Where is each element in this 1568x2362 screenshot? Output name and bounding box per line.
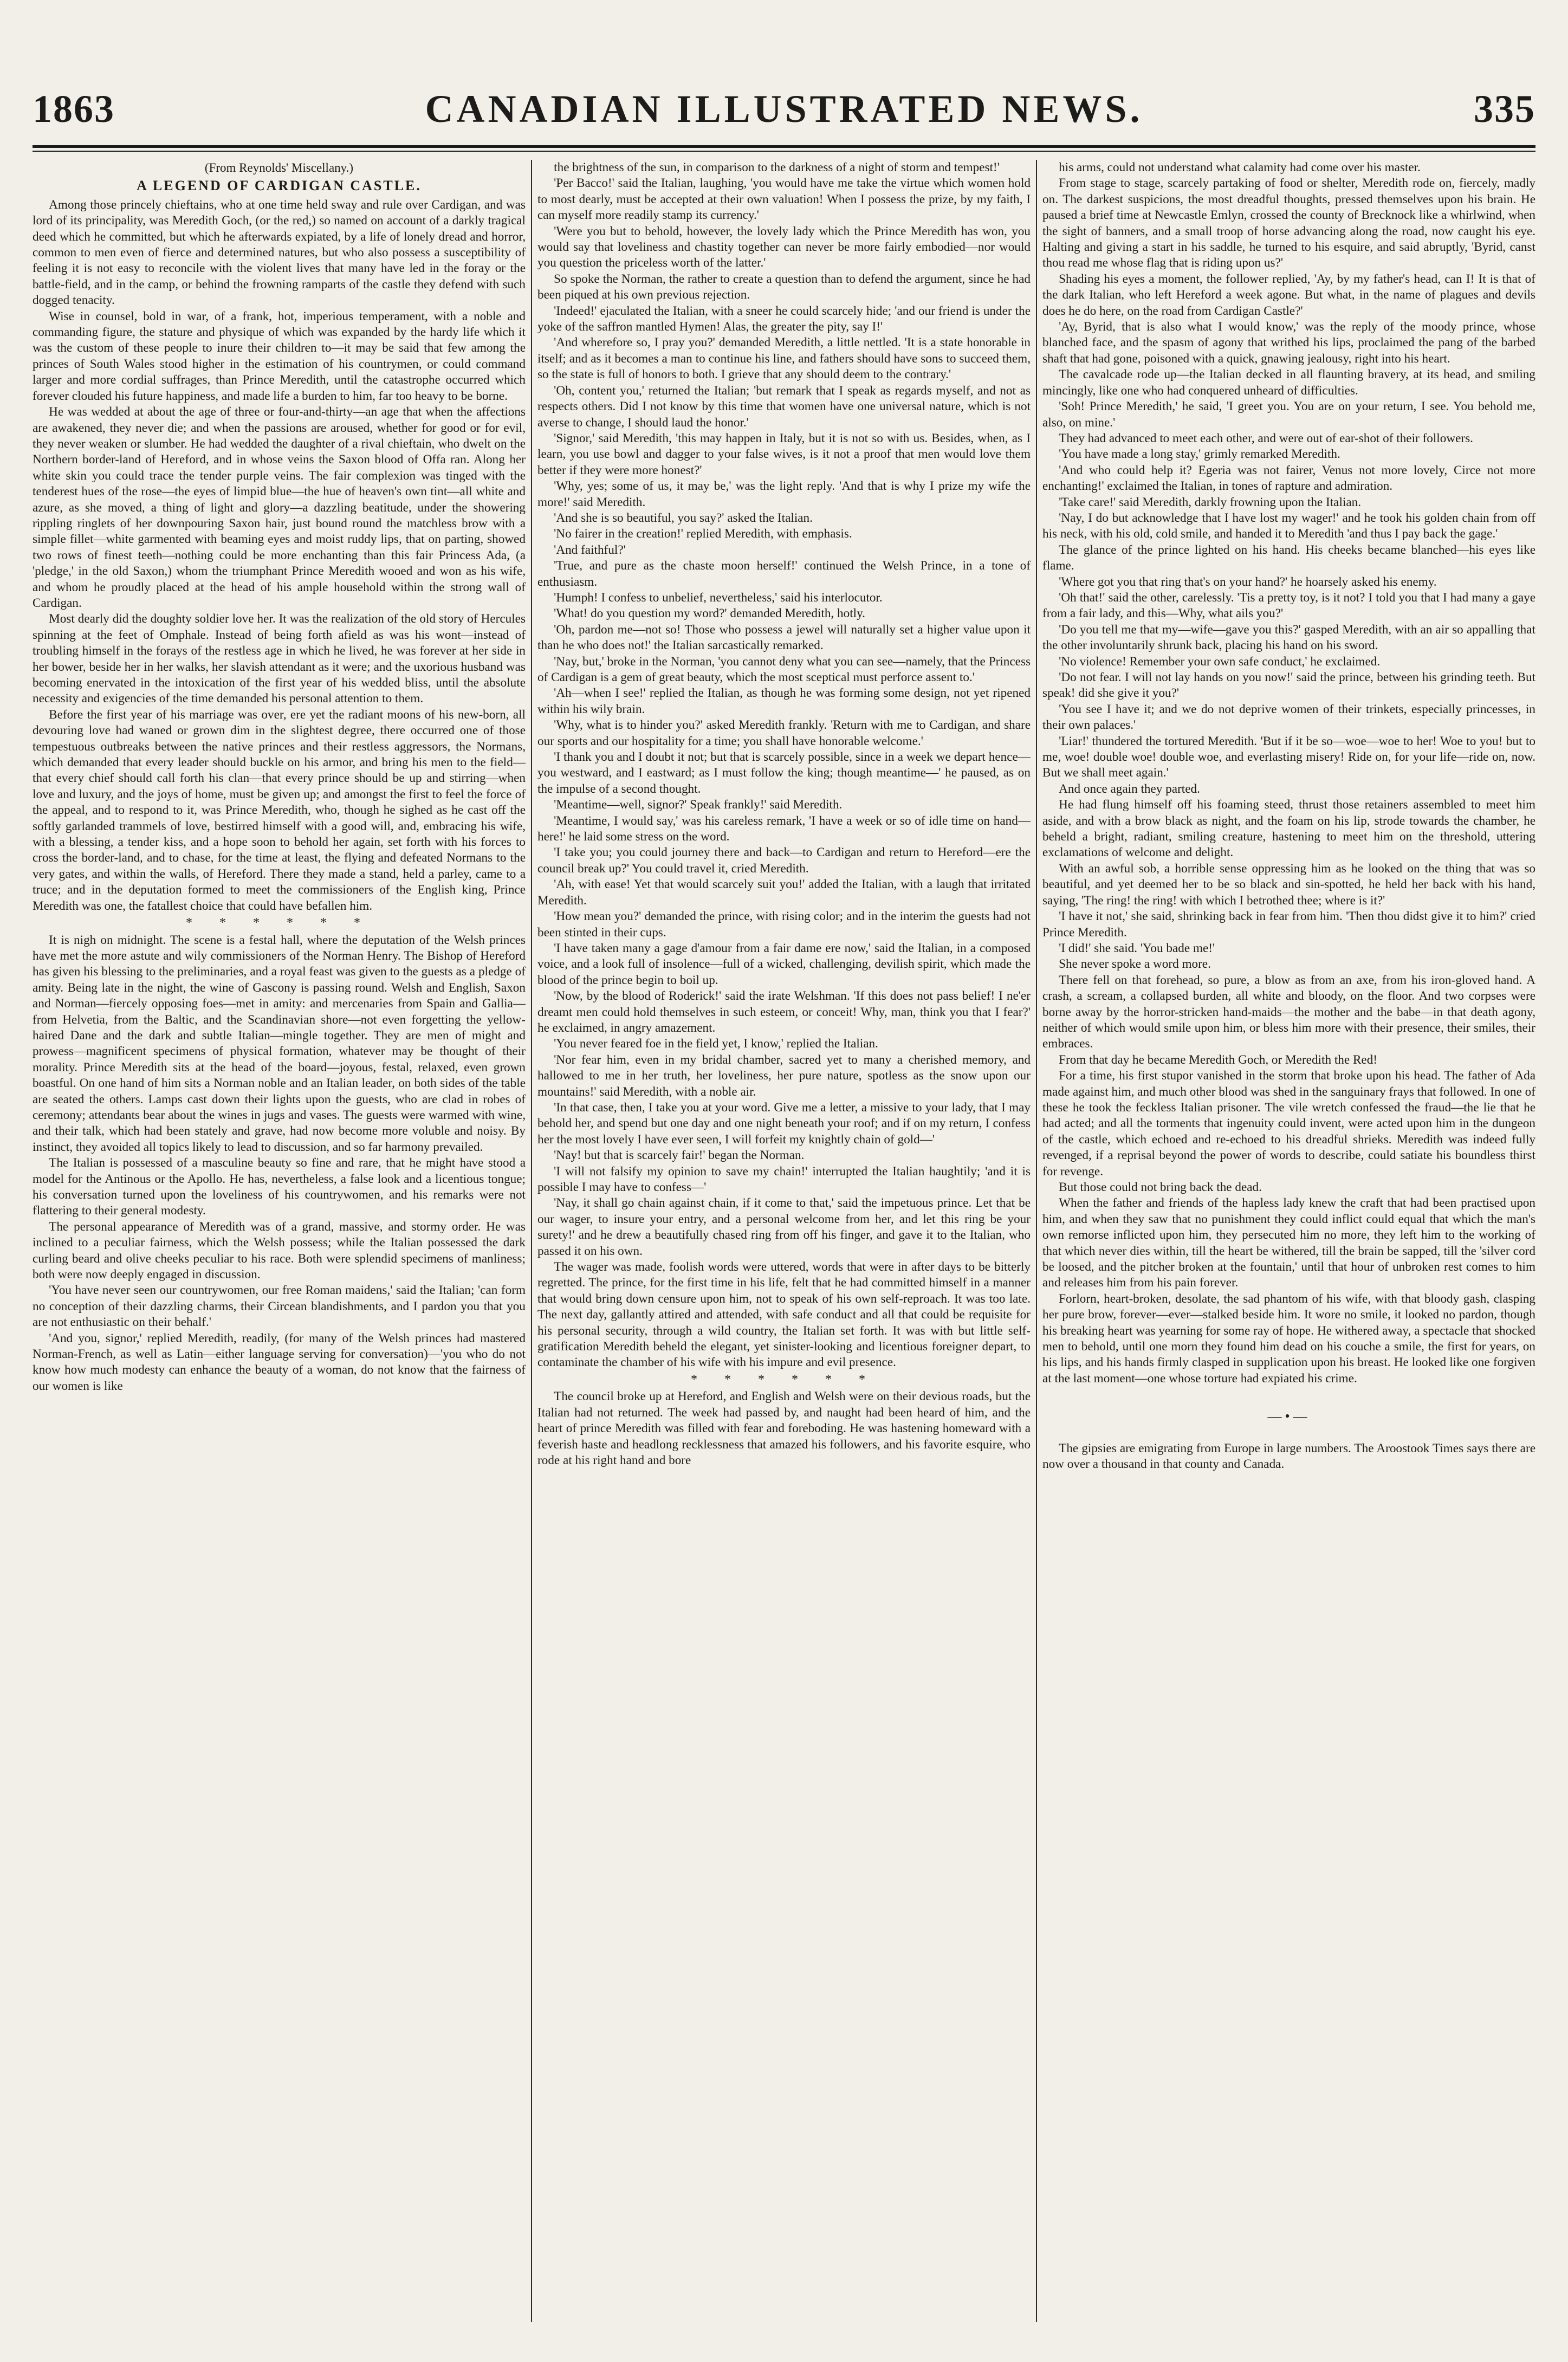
paragraph: The personal appearance of Meredith was of a grand, massive, and stormy order. He was inclined to a peculiar fairness, which the Welsh possess; while the Italian possessed the dark curling beard and olive cheeks peculiar to his race. Both were splendid specimens of manliness; both were now deeply engaged in discussion. [33, 1219, 526, 1282]
paragraph: 'No fairer in the creation!' replied Meredith, with emphasis. [554, 527, 852, 541]
column-2 [537, 160, 1031, 2322]
paragraph: He was wedded at about the age of three or four-and-thirty—an age that when the affections are awakened, they never die; and when the passions are aroused, whether for good or for evil, they never weaken or slumber. He had wedded the daughter of a rival chieftain, who dwelt on the Northern border-land of Hereford, and in whose veins the Saxon blood of Offa ran. Along her white skin you could trace the tender purple veins. The fair complexion was tinged with the tenderest hues of the rose—the eyes of limpid blue—the hue of heaven's own tint—all white and azure, as she moved, a thing of light and glory—a dazzling beatitude, under the showering rippling ringlets of her downpouring Saxon hair, just bound round the matchless brow with a simple fillet—white garmented with beaming eyes and moist ruddy lips, that on parting, showed two rows of finest teeth—nothing could be more enchanting than this fair Princess Ada, (a 'pledge,' in the old Saxon,) whom the triumphant Prince Meredith wooed and won as his wife, and whom he proudly placed at the head of his ample household within the strong wall of Cardigan. [33, 405, 526, 610]
paragraph: 'Soh! Prince Meredith,' he said, 'I greet you. You are on your return, I see. You behold me, also, on mine.' [1042, 399, 1535, 430]
paragraph: When the father and friends of the hapless lady knew the craft that had been practised upon him, and when they saw that no punishment they could inflict could equal that which the man's own remorse inflicted upon him, they persecuted him no more, they left him to the working of that which never dies within, till the heart be withered, till the brain be sapped, till the 'silver cord be loosed, and the pitcher broken at the fountain,' until that hour of unbroken rest comes to him and releases him from his pain forever. [1042, 1196, 1535, 1290]
section-break-stars: * * * * * * [691, 1372, 877, 1387]
paragraph: his arms, could not understand what calamity had come over his master. [1059, 160, 1421, 174]
paragraph: The Italian is possessed of a masculine beauty so fine and rare, that he might have stood a model for the Antinous or the Apollo. He has, nevertheless, a false look and a licentious tongue; his conversation turned upon the loveliness of his countrywomen, and his remarks were not flattering to their general modesty. [33, 1156, 526, 1218]
paragraph: 'I have it not,' she said, shrinking back in fear from him. 'Then thou didst give it to him?' cried Prince Meredith. [1042, 909, 1535, 940]
paragraph: 'Nay, I do but acknowledge that I have lost my wager!' and he took his golden chain from off his neck, with his old, cold smile, and handed it to Meredith 'and thus I pay back the gage.' [1042, 510, 1535, 541]
paragraph: 'What! do you question my word?' demanded Meredith, hotly. [554, 606, 865, 621]
paragraph: The cavalcade rode up—the Italian decked in all flaunting bravery, at its head, and smiling mincingly, like one who had conquered unheard of difficulties. [1042, 367, 1535, 398]
paragraph: Most dearly did the doughty soldier love her. It was the realization of the old story of Hercules spinning at the feet of Omphale. Instead of being forth afield as was his wont—instead of troubling himself in the forays of the restless age in which he lived, he was forever at her side in her bower, beside her in her walks, her slavish attendant as it were; and the uxorious husband was becoming enervated in the intoxication of the first year of his wedded bliss, until the absolute necessity and exigencies of the time demanded his personal attention to them. [33, 612, 526, 706]
paragraph: 'How mean you?' demanded the prince, with rising color; and in the interim the guests had not been stinted in their cups. [537, 909, 1031, 940]
paragraph: 'Nay! but that is scarcely fair!' began the Norman. [554, 1148, 805, 1163]
paragraph: Among those princely chieftains, who at one time held sway and rule over Cardigan, and was lord of its principality, was Meredith Goch, (or the red,) so named on account of a darkly tragical deed which he committed, but which he afterwards expiated, by a life of lonely dread and horror, common to men even of fierce and determined natures, but who also possess a susceptibility of feeling it is not easy to reconcile with the violent lives that many have led in the foray or the battle-field, and in the camp, or behind the frowning ramparts of the castle they defend with such dogged tenacity. [33, 197, 526, 308]
paragraph: 'You have made a long stay,' grimly remarked Meredith. [1059, 447, 1340, 462]
paragraph: 'I have taken many a gage d'amour from a fair dame ere now,' said the Italian, in a composed voice, and a look full of insolence—full of a wicked, challenging, devilish spirit, which made the blood of the prince begin to boil up. [537, 941, 1031, 987]
paragraph: He had flung himself off his foaming steed, thrust those retainers assembled to meet him aside, and with a brow black as night, and the foam on his lip, strode towards the chamber, he beheld a bright, radiant, smiling creature, hastening to meet him on the threshold, uttering exclamations of welcome and delight. [1042, 798, 1535, 860]
paragraph: The gipsies are emigrating from Europe in large numbers. The Aroostook Times says there are now over a thousand in that county and Canada. [1042, 1441, 1535, 1472]
paragraph: Forlorn, heart-broken, desolate, the sad phantom of his wife, with that bloody gash, clasping her pure brow, forever—ever—stalked beside him. It wore no smile, it looked no pardon, though his breaking heart was yearning for some ray of hope. He withered away, a spectacle that shocked men to behold, until one morn they found him dead on his couche a smile, the first for years, on his lips, and his hands firmly clasped in supplication upon his breast. He looked like one forgiven at the last moment—one whose torture had expiated his crime. [1042, 1291, 1535, 1386]
paragraph: the brightness of the sun, in comparison to the darkness of a night of storm and tempest!' [554, 160, 1000, 174]
paragraph: 'I thank you and I doubt it not; but that is scarcely possible, since in a week we depart hence—you westward, and I eastward; as I must follow the king; though meantime—' he paused, as on the impulse of a second thought. [537, 750, 1031, 796]
paragraph: So spoke the Norman, the rather to create a question than to defend the argument, since he had been piqued at his own previous rejection. [537, 271, 1031, 302]
column-divider [1036, 160, 1037, 2322]
paragraph: 'You never feared foe in the field yet, I know,' replied the Italian. [554, 1037, 878, 1051]
paragraph: 'Ay, Byrid, that is also what I would know,' was the reply of the moody prince, whose blanched face, and the spasm of agony that writhed his lips, proclaimed the pang of the barbed shaft that had gone, poisoned with a quick, gnawing jealousy, right into his heart. [1042, 320, 1535, 366]
section-break-stars: * * * * * * [186, 916, 372, 930]
article-headline: A LEGEND OF CARDIGAN CASTLE. [137, 178, 422, 194]
paragraph: 'Nor fear him, even in my bridal chamber, sacred yet to many a cherished memory, and hallowed to me in her truth, her loveliness, her pure nature, spotless as the snow upon our mountains!' said Meredith, with a noble air. [537, 1052, 1031, 1099]
paragraph: 'You see I have it; and we do not deprive women of their trinkets, especially princesses, in their own palaces.' [1042, 702, 1535, 733]
paragraph: 'I take you; you could journey there and back—to Cardigan and return to Hereford—ere the council break up?' You could travel it, cried Meredith. [537, 845, 1031, 876]
paragraph: 'I did!' she said. 'You bade me!' [1059, 941, 1215, 955]
paragraph: 'No violence! Remember your own safe conduct,' he exclaimed. [1059, 654, 1381, 669]
header-rule [33, 145, 1535, 148]
paragraph: 'And wherefore so, I pray you?' demanded Meredith, a little nettled. 'It is a state honorable in itself; and as it becomes a man to continue his line, and fathers should have sons to succeed them, so the state is full of honors to both. I grieve that any should deem to the contrary.' [537, 335, 1031, 382]
paragraph: 'Take care!' said Meredith, darkly frowning upon the Italian. [1059, 495, 1362, 509]
paragraph: With an awful sob, a horrible sense oppressing him as he looked on the thing that was so beautiful, and yet deemed her to be so black and sin-spotted, he held her back with his hand, saying, 'The ring! the ring! with which I betrothed thee; where is it?' [1042, 861, 1535, 908]
column-3 [1042, 160, 1535, 2322]
paragraph: 'Per Bacco!' said the Italian, laughing, 'you would have me take the virtue which women hold to most dearly, must be accepted at their own valuation! When I possess the prize, by my faith, I can myself more readily stamp its currency.' [537, 176, 1031, 223]
paragraph: It is nigh on midnight. The scene is a festal hall, where the deputation of the Welsh princes have met the more astute and wily commissioners of the Norman Henry. The Bishop of Hereford has given his blessing to the preliminaries, and a royal feast was given to the guests as a pledge of amity. Being late in the night, the wine of Gascony is passing round. Welsh and English, Saxon and Norman—fiercely opposing foes—met in amity: and mercenaries from Spain and Gallia—from Helvetia, from the Baltic, and the Scandinavian shore—not even forgetting the yellow-haired Dane and the dark and subtle Italian—mingle together. They are men of might and prowess—magnificent specimens of physical formation, whatever may be thought of their morality. Prince Meredith sits at the head of the board—joyous, festal, relaxed, even grown boastful. On one hand of him sits a Norman noble and an Italian leader, on both sides of the table are seated the others. Lamps cast down their lights upon the guests, who are clad in robes of ceremony; attendants bear about the wines in jugs and vases. The guests were warmed with wine, and their talk, which had been stately and grave, had now become more voluble and noisy. By instinct, they avoided all topics likely to lead to discussion, and so far harmony prevailed. [33, 933, 526, 1154]
paragraph: From that day he became Meredith Goch, or Meredith the Red! [1059, 1052, 1378, 1067]
paragraph: 'You have never seen our countrywomen, our free Roman maidens,' said the Italian; 'can form no conception of their dazzling charms, their Circean blandishments, and I pardon you that you are not enthusiastic on their behalf.' [33, 1283, 526, 1330]
column-1-body [33, 197, 526, 1394]
paragraph: Shading his eyes a moment, the follower replied, 'Ay, by my father's head, can I! It is that of the dark Italian, who left Hereford a week agone. But what, in the name of plagues and devils does he do here, on the road from Cardigan Castle?' [1042, 271, 1535, 318]
paragraph: 'I will not falsify my opinion to save my chain!' interrupted the Italian haughtily; 'and it is possible I may have to confess—' [537, 1164, 1031, 1194]
column-divider [531, 160, 532, 2322]
paragraph: 'Were you but to behold, however, the lovely lady which the Prince Meredith has won, you would say that loveliness and chastity together can never be more fairly embodied—nor would you question the priceless worth of the latter.' [537, 224, 1031, 270]
paragraph: 'Why, yes; some of us, it may be,' was the light reply. 'And that is why I prize my wife the more!' said Meredith. [537, 479, 1031, 509]
paragraph: 'And she is so beautiful, you say?' asked the Italian. [554, 510, 813, 525]
paragraph: 'Ah, with ease! Yet that would scarcely suit you!' added the Italian, with a laugh that irritated Meredith. [537, 877, 1031, 908]
paragraph: 'And who could help it? Egeria was not fairer, Venus not more lovely, Circe not more enchanting!' exclaimed the Italian, in tones of rapture and admiration. [1042, 463, 1535, 494]
article-source: (From Reynolds' Miscellany.) [204, 161, 354, 174]
paragraph: 'Nay, but,' broke in the Norman, 'you cannot deny what you can see—namely, that the Princess of Cardigan is a gem of great beauty, which the most sceptical must perforce assent to.' [537, 654, 1031, 684]
paragraph: 'Indeed!' ejaculated the Italian, with a sneer he could scarcely hide; 'and our friend is under the yoke of the saffron mantled Hymen! Alas, the greater the pity, say I!' [537, 303, 1031, 334]
news-note [1042, 1441, 1535, 1473]
column-3-body [1042, 160, 1535, 1387]
section-ornament: —•— [1267, 1408, 1311, 1425]
issue-year: 1863 [33, 87, 115, 131]
paragraph: 'And faithful?' [554, 542, 626, 557]
header-rule-thin [33, 151, 1535, 152]
paragraph: 'And you, signor,' replied Meredith, readily, (for many of the Welsh princes had mastered Norman-French, as well as Latin—either language serving for conversation)—'you who do not know how much modesty can enhance the beauty of a woman, do not know that the fairness of our women is like [33, 1331, 526, 1393]
paragraph: 'Liar!' thundered the tortured Meredith. 'But if it be so—woe—woe to her! Woe to you! but to me, woe! double woe! double woe, and everlasting misery! Ride on, for your life—ride on, now. But we shall meet again.' [1042, 734, 1535, 780]
paragraph: 'Where got you that ring that's on your hand?' he hoarsely asked his enemy. [1059, 574, 1437, 589]
page-number: 335 [1474, 87, 1535, 131]
paragraph: She never spoke a word more. [1059, 957, 1211, 972]
paragraph: 'Now, by the blood of Roderick!' said the irate Welshman. 'If this does not pass belief! I ne'er dreamt men could hold themselves in such esteem, or conceit! Why, man, think you that I fear?' he exclaimed, in angry amazement. [537, 989, 1031, 1035]
paragraph: 'True, and pure as the chaste moon herself!' continued the Welsh Prince, in a tone of enthusiasm. [537, 559, 1031, 589]
paragraph: And once again they parted. [1059, 781, 1200, 796]
paragraph: There fell on that forehead, so pure, a blow as from an axe, from his iron-gloved hand. A crash, a scream, a collapsed burden, all white and bloody, on the floor. And two corpses were borne away by the horror-stricken hand-maids—the mother and the babe—in that death agony, neither of which would smile upon him, or bless him more with their presence, their smiles, their embraces. [1042, 973, 1535, 1051]
paragraph: 'Why, what is to hinder you?' asked Meredith frankly. 'Return with me to Cardigan, and share our sports and our hospitality for a time; you shall have honorable welcome.' [537, 718, 1031, 748]
paragraph: The glance of the prince lighted on his hand. His cheeks became blanched—his eyes like flame. [1042, 542, 1535, 573]
newspaper-title: CANADIAN ILLUSTRATED NEWS. [425, 87, 1143, 131]
paragraph: 'Meantime, I would say,' was his careless remark, 'I have a week or so of idle time on hand—here!' he laid some stress on the word. [537, 813, 1031, 844]
paragraph: Wise in counsel, bold in war, of a frank, hot, imperious temperament, with a noble and commanding figure, the stature and physique of which was expanded by the hardy life which it was the custom of these people to inure their children to—it may be said that few among the princes of South Wales stood higher in the estimation of his countrymen, or could command larger and more cordial suffrages, than Prince Meredith, until the catastrophe occurred which forever clouded his future happiness, and made life a burden to him, far too heavy to be borne. [33, 309, 526, 403]
column-1 [33, 160, 526, 2322]
paragraph: Before the first year of his marriage was over, ere yet the radiant moons of his new-born, all devouring love had waned or grown dim in the slightest degree, there occurred one of those tempestuous outbreaks between the native princes and their restless aggressors, the Normans, which demanded that every leader should buckle on his armor, and bring his men to the field—that every chief should call forth his clan—that every prince should be up and stirring—when love and luxury, and the joys of home, must be given up; and amongst the first to feel the force of the appeal, and to respond to it, was Prince Meredith, who, though he sighed as he cast off the softly garlanded trammels of love, bestirred himself with a good will, and, embracing his wife, with a blessing, a tender kiss, and a hope soon to behold her again, set forth with his forces to cross the border-land, and to chase, for the time at least, the flying and defeated Normans to the very gates, and within the walls, of Hereford. There they made a stand, held a parley, came to a truce; and in the deputation formed to meet the commissioners of the English king, Prince Meredith was one, the fatallest choice that could have befallen him. [33, 707, 526, 913]
paragraph: For a time, his first stupor vanished in the storm that broke upon his head. The father of Ada made against him, and much other blood was shed in the sanguinary frays that followed. In one of these he took the feckless Italian prisoner. The vile wretch confessed the fraud—the lie that he had acted; and all the torments that ingenuity could invent, were acted upon him in the dungeon of the castle, which echoed and re-echoed to his dreadful shrieks. Meredith was indeed fully revenged, if a reprisal beyond the power of words to describe, could satiate his boundless thirst for revenge. [1042, 1069, 1535, 1179]
paragraph: The council broke up at Hereford, and English and Welsh were on their devious roads, but the Italian had not returned. The week had passed by, and naught had been heard of him, and the heart of prince Meredith was filled with fear and foreboding. He was hastening homeward with a feverish haste and headlong recklessness that amazed his followers, and his favorite esquire, who rode at his right hand and bore [537, 1389, 1031, 1467]
paragraph: 'Meantime—well, signor?' Speak frankly!' said Meredith. [554, 798, 843, 812]
paragraph: 'Oh that!' said the other, carelessly. 'Tis a pretty toy, is it not? I told you that I had many a gaye from a fair lady, and this—Why, what ails you?' [1042, 590, 1535, 621]
paragraph: But those could not bring back the dead. [1059, 1180, 1262, 1194]
paragraph: 'Nay, it shall go chain against chain, if it come to that,' said the impetuous prince. Let that be our wager, to insure your entry, and a personal welcome from her, and let this ring be your surety!' and he drew a beautifully chased ring from off his finger, and gave it to the Italian, who passed it on his own. [537, 1196, 1031, 1258]
paragraph: 'Do not fear. I will not lay hands on you now!' said the prince, between his grinding teeth. But speak! did she give it you?' [1042, 670, 1535, 701]
paragraph: 'Signor,' said Meredith, 'this may happen in Italy, but it is not so with us. Besides, when, as I learn, you use bowl and dagger to your false wives, is it not a proof that men would love them better if they were more honest?' [537, 431, 1031, 477]
column-2-body [537, 160, 1031, 1468]
paragraph: They had advanced to meet each other, and were out of ear-shot of their followers. [1059, 431, 1473, 445]
paragraph: 'Ah—when I see!' replied the Italian, as though he was forming some design, not yet ripened within his wily brain. [537, 686, 1031, 716]
paragraph: 'In that case, then, I take you at your word. Give me a letter, a missive to your lady, that I may behold her, and spend but one day and one night beneath your roof; and if on my return, I confess her the most lovely I have ever seen, I will forfeit my knightly chain of gold—' [537, 1100, 1031, 1147]
paragraph: The wager was made, foolish words were uttered, words that were in after days to be bitterly regretted. The prince, for the first time in his life, felt that he had committed himself in a manner that would bring down censure upon him, not to speak of his own self-reproach. It was too late. The next day, gallantly attired and attended, with safe conduct and all that could be requisite for his personal security, through a wild country, the Italian set forth. It was with but little self-gratification Meredith beheld the elegant, yet sinister-looking and licentious foreigner depart, to contaminate the chamber of his wife with his impure and evil presence. [537, 1260, 1031, 1370]
paragraph: From stage to stage, scarcely partaking of food or shelter, Meredith rode on, fiercely, madly on. The darkest suspicions, the most dreadful thoughts, pressed themselves upon his brain. He paused a brief time at Newcastle Emlyn, crossed the county of Brecknock like a whirlwind, when the sight of banners, and a small troop of horse advancing along the road, now caught his eye. Halting and giving a start in his saddle, he turned to his esquire, and said abruptly, 'Byrid, canst thou read me whose flag that is riding upon us?' [1042, 176, 1535, 270]
paragraph: 'Oh, pardon me—not so! Those who possess a jewel will naturally set a higher value upon it than he who does not!' the Italian sarcastically remarked. [537, 622, 1031, 653]
paragraph: 'Humph! I confess to unbelief, nevertheless,' said his interlocutor. [554, 590, 883, 605]
paragraph: 'Do you tell me that my—wife—gave you this?' gasped Meredith, with an air so appalling that the other involuntarily shrunk back, placing his hand on his sword. [1042, 622, 1535, 653]
masthead [33, 81, 1535, 141]
paragraph: 'Oh, content you,' returned the Italian; 'but remark that I speak as regards myself, and not as respects others. Did I not know by this time that women have one universal nature, which is not averse to change, I should laud the honor.' [537, 383, 1031, 430]
